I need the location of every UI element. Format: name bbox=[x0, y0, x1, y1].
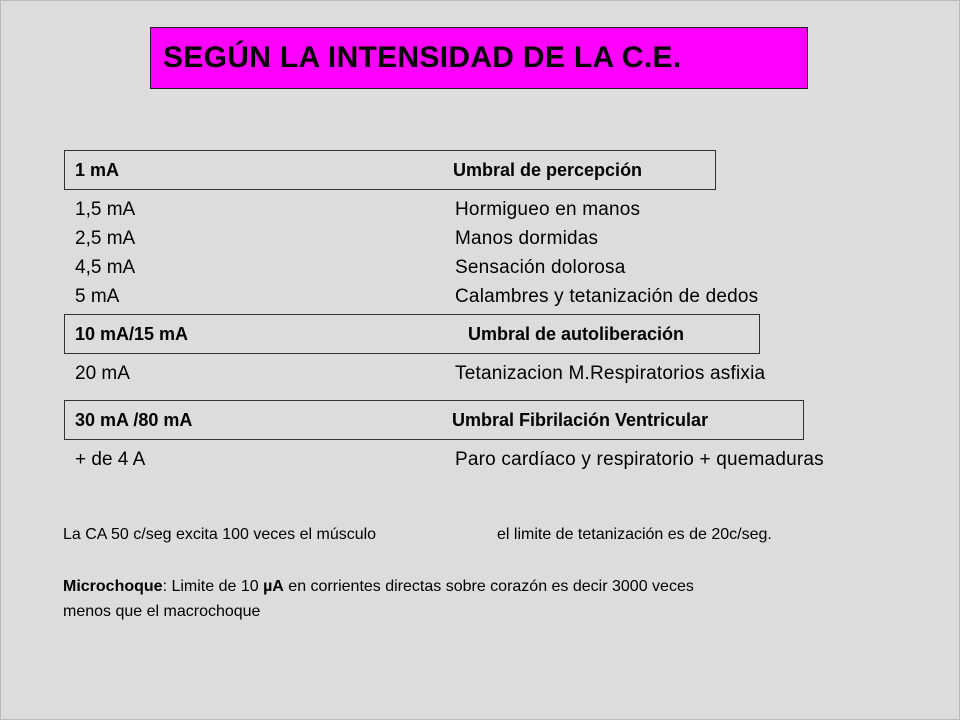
microshock-term: Microchoque bbox=[63, 578, 163, 595]
effect-description: Tetanizacion M.Respiratorios asfixia bbox=[455, 363, 766, 384]
threshold-current: 30 mA /80 mA bbox=[75, 410, 193, 430]
effect-current: 5 mA bbox=[75, 286, 120, 307]
threshold-current: 10 mA/15 mA bbox=[75, 324, 189, 344]
effect-description: Calambres y tetanización de dedos bbox=[455, 286, 759, 307]
threshold-current: 1 mA bbox=[75, 160, 120, 180]
microshock-text-b: en corrientes directas sobre corazón es decir 3000 veces bbox=[283, 578, 694, 595]
effect-current: 4,5 mA bbox=[75, 257, 136, 278]
threshold-label: Umbral Fibrilación Ventricular bbox=[452, 410, 709, 430]
note-tetanization-limit: el limite de tetanización es de 20c/seg. bbox=[497, 526, 772, 543]
effect-current: 20 mA bbox=[75, 363, 130, 384]
effect-description: Hormigueo en manos bbox=[455, 199, 641, 220]
threshold-fibrillation-box bbox=[64, 400, 804, 440]
threshold-label: Umbral de autoliberación bbox=[468, 324, 685, 344]
effect-current: 2,5 mA bbox=[75, 228, 136, 249]
microshock-text-a: : Limite de 10 bbox=[162, 578, 264, 595]
effect-current: 1,5 mA bbox=[75, 199, 136, 220]
effect-current: + de 4 A bbox=[75, 449, 146, 470]
threshold-perception-box bbox=[64, 150, 716, 190]
note-microshock bbox=[63, 576, 694, 598]
slide-title-text: SEGÚN LA INTENSIDAD DE LA C.E. bbox=[163, 41, 682, 74]
effect-description: Paro cardíaco y respiratorio + quemaduras bbox=[455, 449, 824, 470]
threshold-label: Umbral de percepción bbox=[453, 160, 643, 180]
effect-description: Sensación dolorosa bbox=[455, 257, 626, 278]
threshold-autoliberation-box bbox=[64, 314, 760, 354]
note-microshock-line2: menos que el macrochoque bbox=[63, 603, 261, 620]
slide-title bbox=[150, 27, 808, 89]
note-ca-excitation: La CA 50 c/seg excita 100 veces el músculo bbox=[63, 526, 377, 543]
effect-description: Manos dormidas bbox=[455, 228, 599, 249]
microshock-unit: µA bbox=[263, 578, 284, 595]
